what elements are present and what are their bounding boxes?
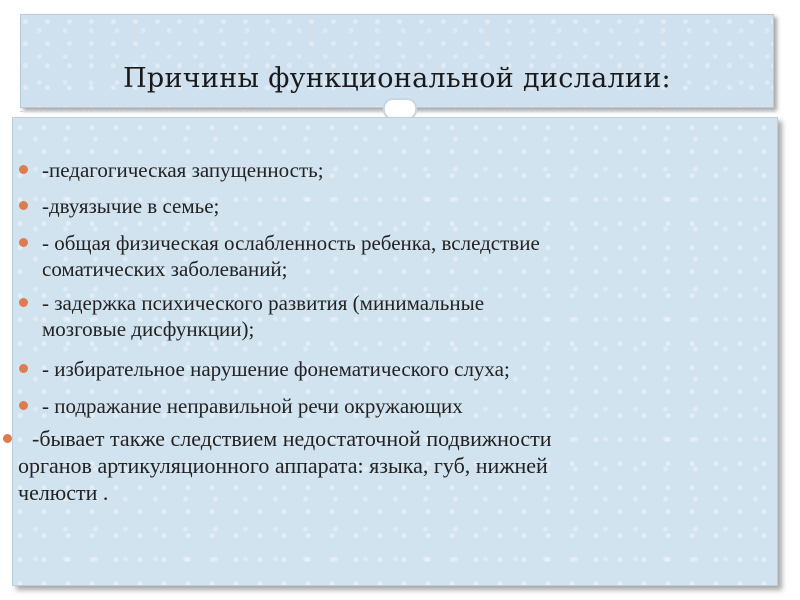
slide-title: Причины функциональной дислалии: xyxy=(123,63,671,94)
list-item: - избирательное нарушение фонематического слуха; xyxy=(42,357,510,381)
list-item: - общая физическая ослабленность ребенка, вследствие xyxy=(42,231,540,255)
list-item: -бывает также следствием недостаточной подвижности xyxy=(32,426,552,451)
list-item-continuation: соматических заболеваний; xyxy=(42,257,288,281)
list-item: -педагогическая запущенность; xyxy=(42,158,324,182)
list-item-continuation: челюсти . xyxy=(18,480,109,505)
list-item: - подражание неправильной речи окружающих xyxy=(42,394,463,418)
content-panel xyxy=(12,117,778,586)
list-item-continuation: органов артикуляционного аппарата: языка, губ, нижней xyxy=(18,453,548,478)
bullet-dot xyxy=(19,401,28,410)
bullet-dot xyxy=(19,165,28,174)
bullet-dot xyxy=(19,298,28,307)
title-panel xyxy=(20,14,774,108)
bullet-dot xyxy=(19,364,28,373)
list-item: - задержка психического развития (минимальные xyxy=(42,291,485,315)
bullet-dot xyxy=(19,201,28,210)
list-item-continuation: мозговые дисфункции); xyxy=(42,317,255,341)
list-item: -двуязычие в семье; xyxy=(42,194,220,218)
bullet-dot xyxy=(3,434,12,443)
bullet-dot xyxy=(19,238,28,247)
